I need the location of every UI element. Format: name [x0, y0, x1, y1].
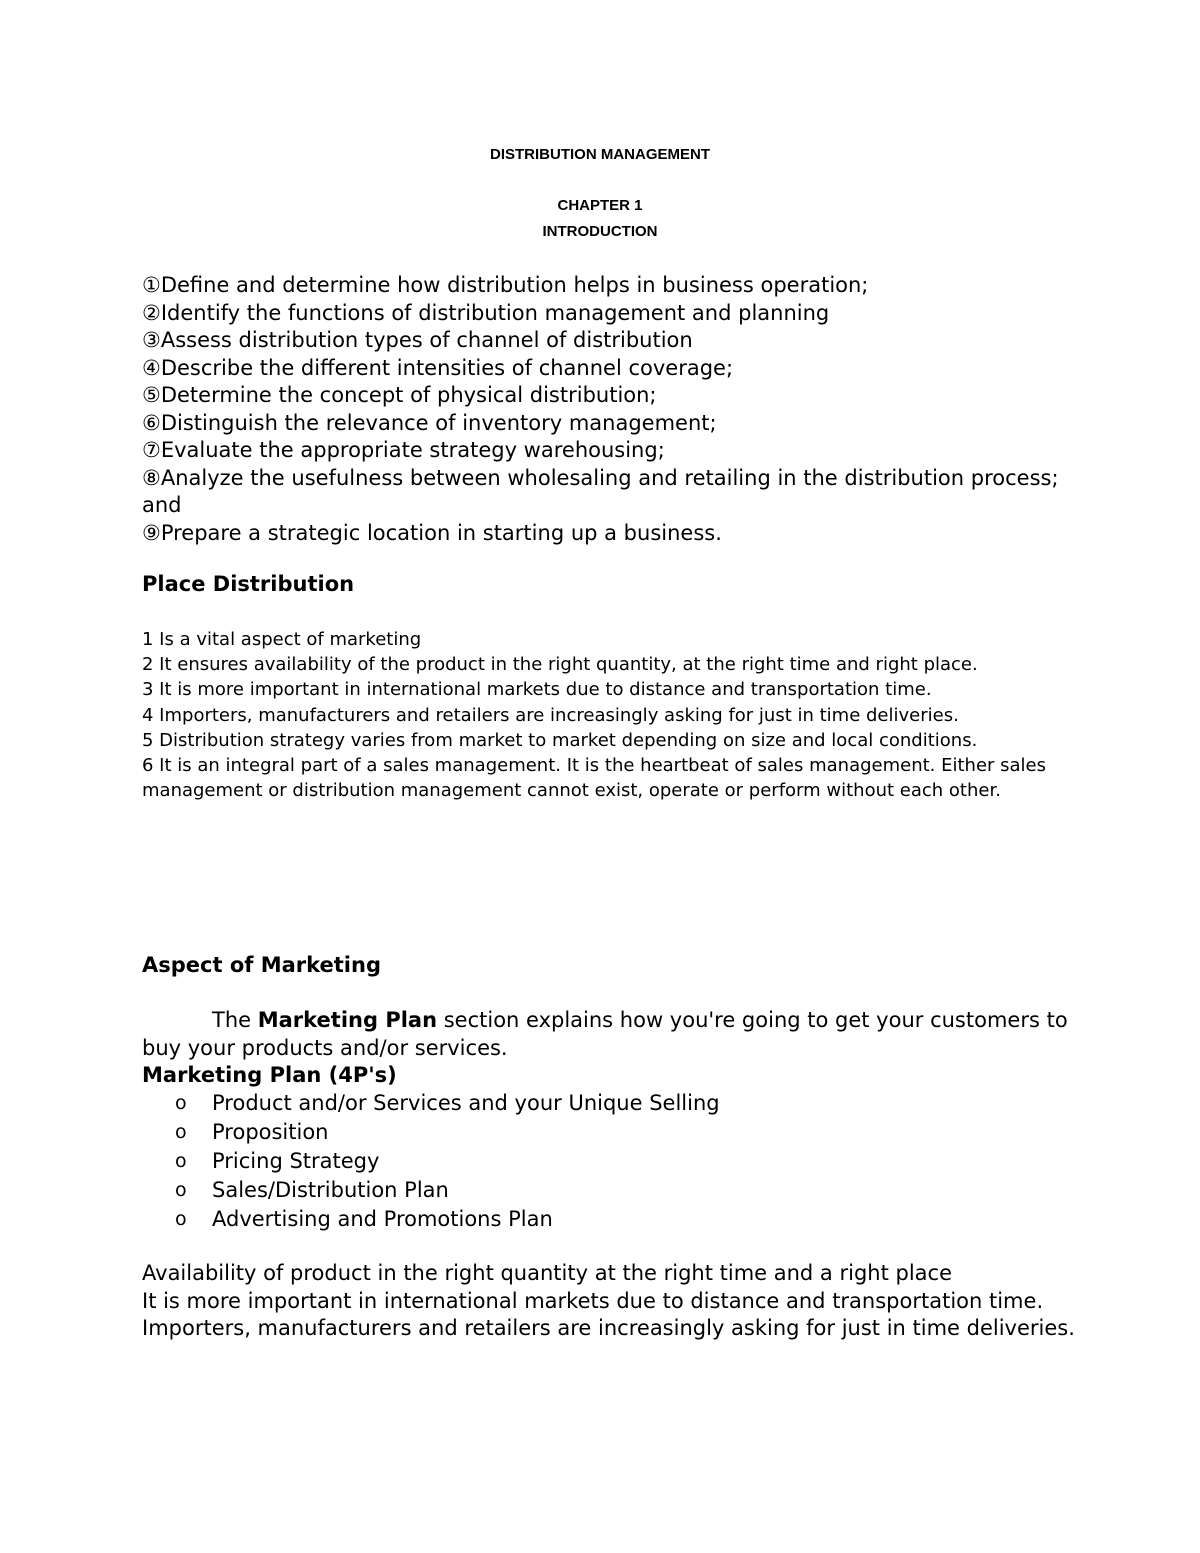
marketing-plan-item-text: Proposition: [212, 1120, 329, 1144]
marketing-plan-item: [142, 1089, 1042, 1118]
closing-line: It is more important in international markets due to distance and transportation time.: [142, 1288, 1044, 1313]
objective-item: ③Assess distribution types of channel of distribution: [142, 328, 693, 352]
place-distribution-list: [142, 627, 1052, 803]
bullet-icon: o: [175, 1092, 187, 1114]
marketing-plan-item-text: Pricing Strategy: [212, 1149, 380, 1173]
bullet-icon: o: [175, 1179, 187, 1201]
marketing-plan-list: [142, 1089, 1042, 1234]
bullet-icon: o: [175, 1150, 187, 1172]
place-distribution-item: 6 It is an integral part of a sales management. It is the heartbeat of sales management. Either sales management or distribution management cannot exist, operate or perform without each other.: [142, 755, 1047, 802]
objective-item: ④Describe the different intensities of channel coverage;: [142, 355, 734, 380]
chapter-subtitle: INTRODUCTION: [542, 223, 658, 240]
marketing-plan-item: [142, 1118, 1042, 1147]
marketing-plan-item-text: Product and/or Services and your Unique Selling: [212, 1091, 720, 1115]
aspect-of-marketing-heading: Aspect of Marketing: [142, 953, 381, 977]
place-distribution-heading: Place Distribution: [142, 572, 355, 596]
objective-item: ⑦Evaluate the appropriate strategy warehousing;: [142, 438, 665, 462]
objective-item: ⑤Determine the concept of physical distribution;: [142, 383, 657, 407]
objective-item: ⑨Prepare a strategic location in starting up a business.: [142, 520, 722, 545]
objective-item: ②Identify the functions of distribution management and planning: [142, 300, 830, 325]
chapter-label: CHAPTER 1: [557, 197, 643, 214]
intro-prefix: The: [212, 1008, 258, 1032]
marketing-plan-item: [142, 1205, 1042, 1234]
intro-bold-term: Marketing Plan: [257, 1008, 438, 1032]
intro-suffix: section explains how you're going to get your customers to buy your products and/or services.: [142, 1008, 1068, 1060]
objective-item: ⑧Analyze the usefulness between wholesaling and retailing in the distribution process; and: [142, 465, 1059, 517]
place-distribution-item: 2 It ensures availability of the product in the right quantity, at the right time and right place.: [142, 654, 978, 676]
place-distribution-item: 1 Is a vital aspect of marketing: [142, 629, 422, 650]
marketing-plan-item: [142, 1176, 1042, 1205]
closing-line: Importers, manufacturers and retailers are increasingly asking for just in time deliveries.: [142, 1316, 1075, 1340]
document-title: DISTRIBUTION MANAGEMENT: [490, 146, 710, 163]
bullet-icon: o: [175, 1121, 187, 1143]
objective-item: ①Define and determine how distribution helps in business operation;: [142, 273, 869, 297]
objective-item: ⑥Distinguish the relevance of inventory management;: [142, 410, 717, 435]
place-distribution-item: 3 It is more important in international markets due to distance and transportation time.: [142, 679, 932, 701]
marketing-plan-item-text: Advertising and Promotions Plan: [212, 1207, 553, 1231]
place-distribution-item: 5 Distribution strategy varies from market to market depending on size and local conditions.: [142, 729, 978, 751]
marketing-plan-heading: Marketing Plan (4P's): [142, 1063, 397, 1087]
closing-line: Availability of product in the right quantity at the right time and a right place: [142, 1261, 952, 1285]
objectives-list: [142, 272, 1072, 547]
marketing-plan-item-text: Sales/Distribution Plan: [212, 1178, 449, 1202]
closing-paragraph: [142, 1260, 1082, 1343]
place-distribution-item: 4 Importers, manufacturers and retailers are increasingly asking for just in time deliveries.: [142, 704, 959, 726]
marketing-plan-intro: [142, 1007, 1082, 1062]
bullet-icon: o: [175, 1208, 187, 1230]
marketing-plan-item: [142, 1147, 1042, 1176]
